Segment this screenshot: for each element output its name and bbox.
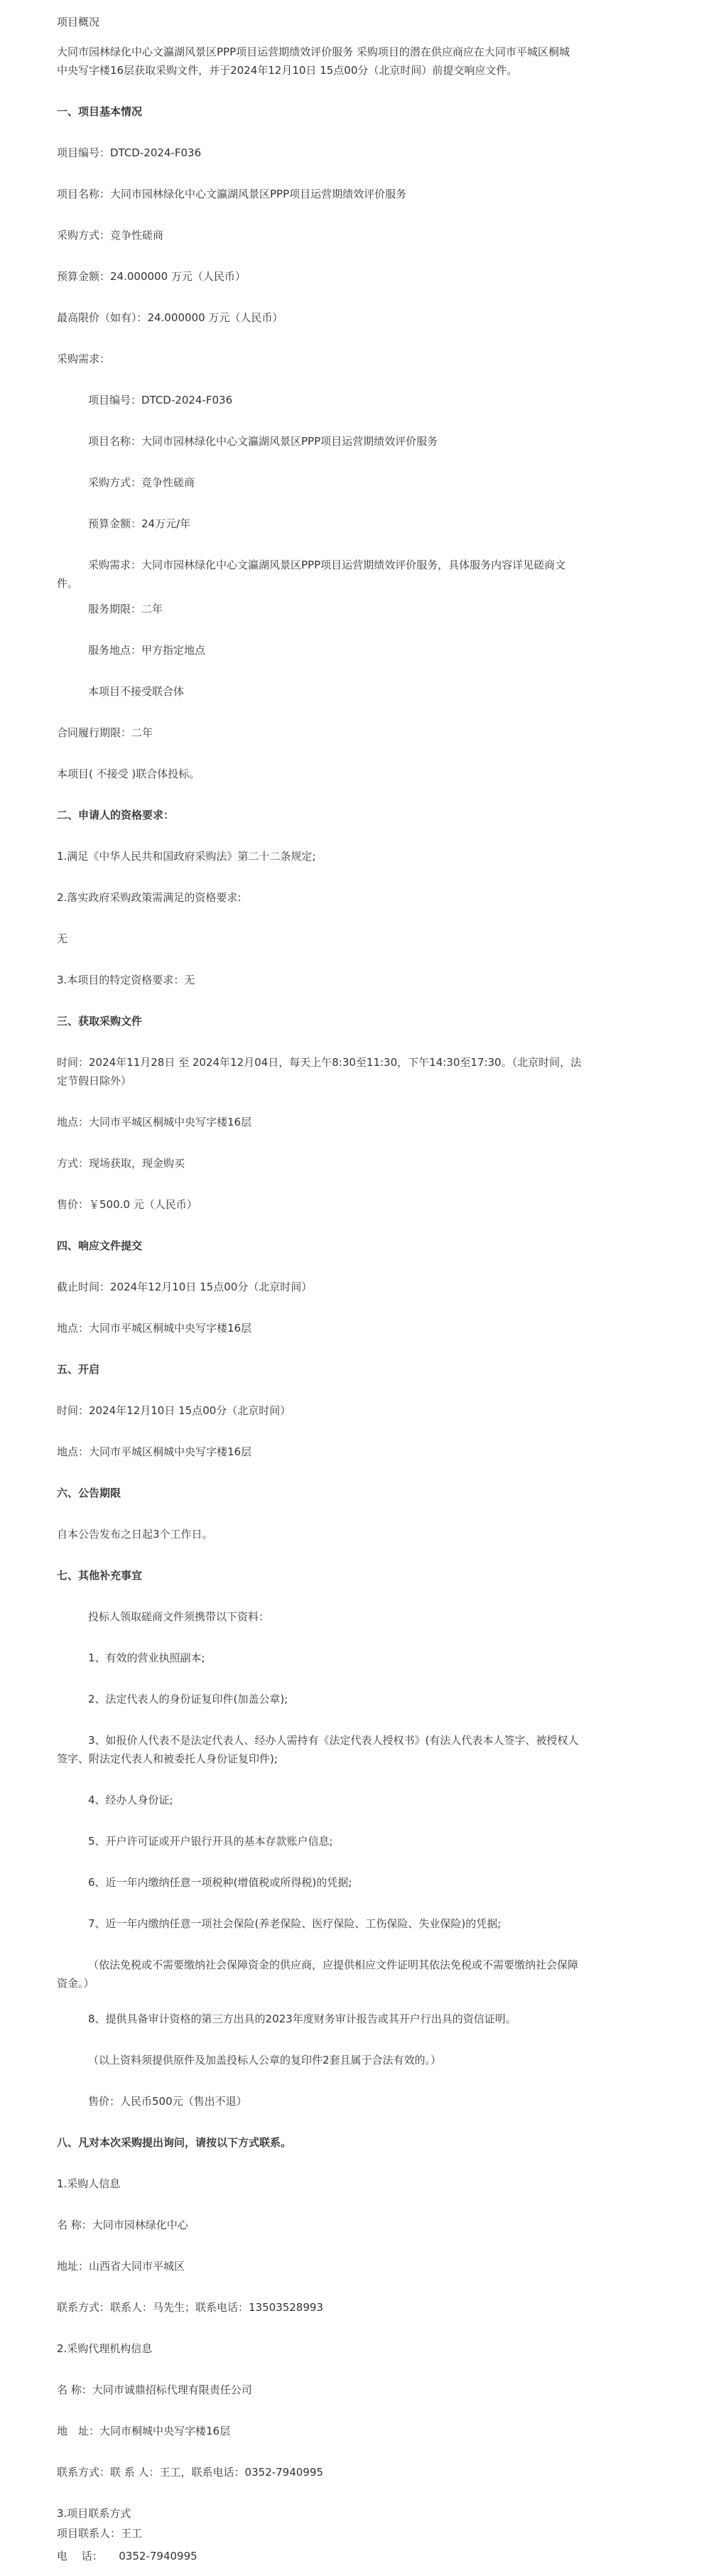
- req-demand-line-2: 件。: [57, 577, 79, 590]
- acquire-price: 售价：￥500.0 元（人民币）: [57, 1198, 197, 1211]
- req-service-period: 服务期限：二年: [88, 603, 163, 615]
- req-demand-line-1: 采购需求：大同市园林绿化中心文瀛湖风景区PPP项目运营期绩效评价服务，具体服务内容详见磋商文: [88, 559, 566, 571]
- requirements-label: 采购需求：: [57, 352, 111, 365]
- acquire-place: 地点：大同市平城区桐城中央写字楼16层: [57, 1116, 252, 1128]
- materials-item-3-line-2: 签字、附法定代表人和被委托人身份证复印件);: [57, 1752, 278, 1765]
- max-price: 最高限价（如有）：24.000000 万元（人民币）: [57, 311, 283, 324]
- agency-address: 地 址：大同市桐城中央写字楼16层: [57, 2425, 231, 2437]
- materials-item-5: 5、开户许可证或开户银行开具的基本存款账户信息;: [88, 1835, 333, 1848]
- section-8-title: 八、凡对本次采购提出询问，请按以下方式联系。: [57, 2136, 292, 2149]
- notice-period: 自本公告发布之日起3个工作日。: [57, 1528, 213, 1541]
- req-project-number: 项目编号：DTCD-2024-F036: [88, 394, 233, 406]
- materials-item-4: 4、经办人身份证;: [88, 1794, 173, 1806]
- acquire-way: 方式：现场获取，现金购买: [57, 1157, 185, 1170]
- section-2-title: 二、申请人的资格要求：: [57, 809, 175, 821]
- purchaser-address: 地址：山西省大同市平城区: [57, 2260, 185, 2273]
- section-4-title: 四、响应文件提交: [57, 1239, 143, 1252]
- qualification-item-3: 3.本项目的特定资格要求：无: [57, 974, 195, 986]
- overview-heading: 项目概况: [57, 16, 100, 28]
- section-1-title: 一、项目基本情况: [57, 105, 143, 118]
- section-6-title: 六、公告期限: [57, 1487, 121, 1499]
- section-7-title: 七、其他补充事宜: [57, 1569, 143, 1582]
- project-name: 项目名称：大同市园林绿化中心文瀛湖风景区PPP项目运营期绩效评价服务: [57, 188, 407, 200]
- overview-text-line-1: 大同市园林绿化中心文瀛湖风景区PPP项目运营期绩效评价服务 采购项目的潜在供应商应在大同市平城区桐城: [57, 45, 570, 58]
- qualification-item-1: 1.满足《中华人民共和国政府采购法》第二十二条规定;: [57, 850, 316, 863]
- submission-place: 地点：大同市平城区桐城中央写字楼16层: [57, 1322, 252, 1335]
- req-budget: 预算金额：24万元/年: [88, 517, 191, 530]
- materials-note-2: （以上资料须提供原件及加盖投标人公章的复印件2套且属于合法有效的。）: [88, 2054, 442, 2066]
- document-price: 售价：人民币500元（售出不退）: [88, 2095, 247, 2108]
- req-method: 采购方式：竞争性磋商: [88, 476, 195, 489]
- qualification-none: 无: [57, 932, 68, 945]
- materials-item-1: 1、有效的营业执照副本;: [88, 1651, 205, 1664]
- materials-item-3-line-1: 3、如报价人代表不是法定代表人、经办人需持有《法定代表人授权书》(有法人代表本人签字、被授权人: [88, 1734, 579, 1747]
- section-3-title: 三、获取采购文件: [57, 1015, 143, 1028]
- project-contact-phone: 电 话： 0352-7940995: [57, 2550, 197, 2562]
- req-no-joint: 本项目不接受联合体: [88, 685, 185, 698]
- procurement-method: 采购方式：竞争性磋商: [57, 229, 164, 242]
- purchaser-contact: 联系方式：联系人：马先生；联系电话：13503528993: [57, 2301, 323, 2314]
- section-5-title: 五、开启: [57, 1363, 100, 1376]
- acquire-time-line-1: 时间：2024年11月28日 至 2024年12月04日，每天上午8:30至11:30，下午14:30至17:30。（北京时间，法: [57, 1056, 582, 1069]
- req-service-place: 服务地点：甲方指定地点: [88, 644, 206, 657]
- materials-note-line-1: （依法免税或不需要缴纳社会保障资金的供应商，应提供相应文件证明其依法免税或不需要缴纳社会保障: [88, 1958, 579, 1971]
- materials-item-2: 2、法定代表人的身份证复印件(加盖公章);: [88, 1693, 288, 1705]
- purchaser-info-title: 1.采购人信息: [57, 2177, 121, 2190]
- submission-deadline: 截止时间：2024年12月10日 15点00分（北京时间）: [57, 1281, 313, 1293]
- acquire-time-line-2: 定节假日除外）: [57, 1074, 132, 1087]
- agency-contact: 联系方式：联 系 人：王工，联系电话：0352-7940995: [57, 2466, 323, 2479]
- purchaser-name: 名 称：大同市园林绿化中心: [57, 2219, 188, 2231]
- materials-item-7: 7、近一年内缴纳任意一项社会保险(养老保险、医疗保险、工伤保险、失业保险)的凭据;: [88, 1917, 502, 1930]
- project-contact-title: 3.项目联系方式: [57, 2507, 131, 2520]
- materials-item-8: 8、提供具备审计资格的第三方出具的2023年度财务审计报告或其开户行出具的资信证明。: [88, 2012, 516, 2025]
- project-number: 项目编号：DTCD-2024-F036: [57, 146, 202, 159]
- agency-info-title: 2.采购代理机构信息: [57, 2342, 153, 2355]
- project-contact-person: 项目联系人：王工: [57, 2527, 143, 2540]
- opening-place: 地点：大同市平城区桐城中央写字楼16层: [57, 1445, 252, 1458]
- budget-amount: 预算金额：24.000000 万元（人民币）: [57, 270, 246, 283]
- joint-bid-statement: 本项目( 不接受 )联合体投标。: [57, 767, 200, 780]
- qualification-item-2: 2.落实政府采购政策需满足的资格要求:: [57, 891, 242, 904]
- materials-item-6: 6、近一年内缴纳任意一项税种(增值税或所得税)的凭据;: [88, 1876, 352, 1889]
- materials-intro: 投标人领取磋商文件须携带以下资料：: [88, 1610, 270, 1623]
- opening-time: 时间：2024年12月10日 15点00分（北京时间）: [57, 1404, 291, 1417]
- materials-note-line-2: 资金。）: [57, 1977, 94, 1990]
- agency-name: 名 称：大同市诚鼎招标代理有限责任公司: [57, 2383, 252, 2396]
- overview-text-line-2: 中央写字楼16层获取采购文件，并于2024年12月10日 15点00分（北京时间）前提交响应文件。: [57, 64, 518, 77]
- contract-period: 合同履行期限：二年: [57, 726, 153, 739]
- req-project-name: 项目名称：大同市园林绿化中心文瀛湖风景区PPP项目运营期绩效评价服务: [88, 435, 438, 448]
